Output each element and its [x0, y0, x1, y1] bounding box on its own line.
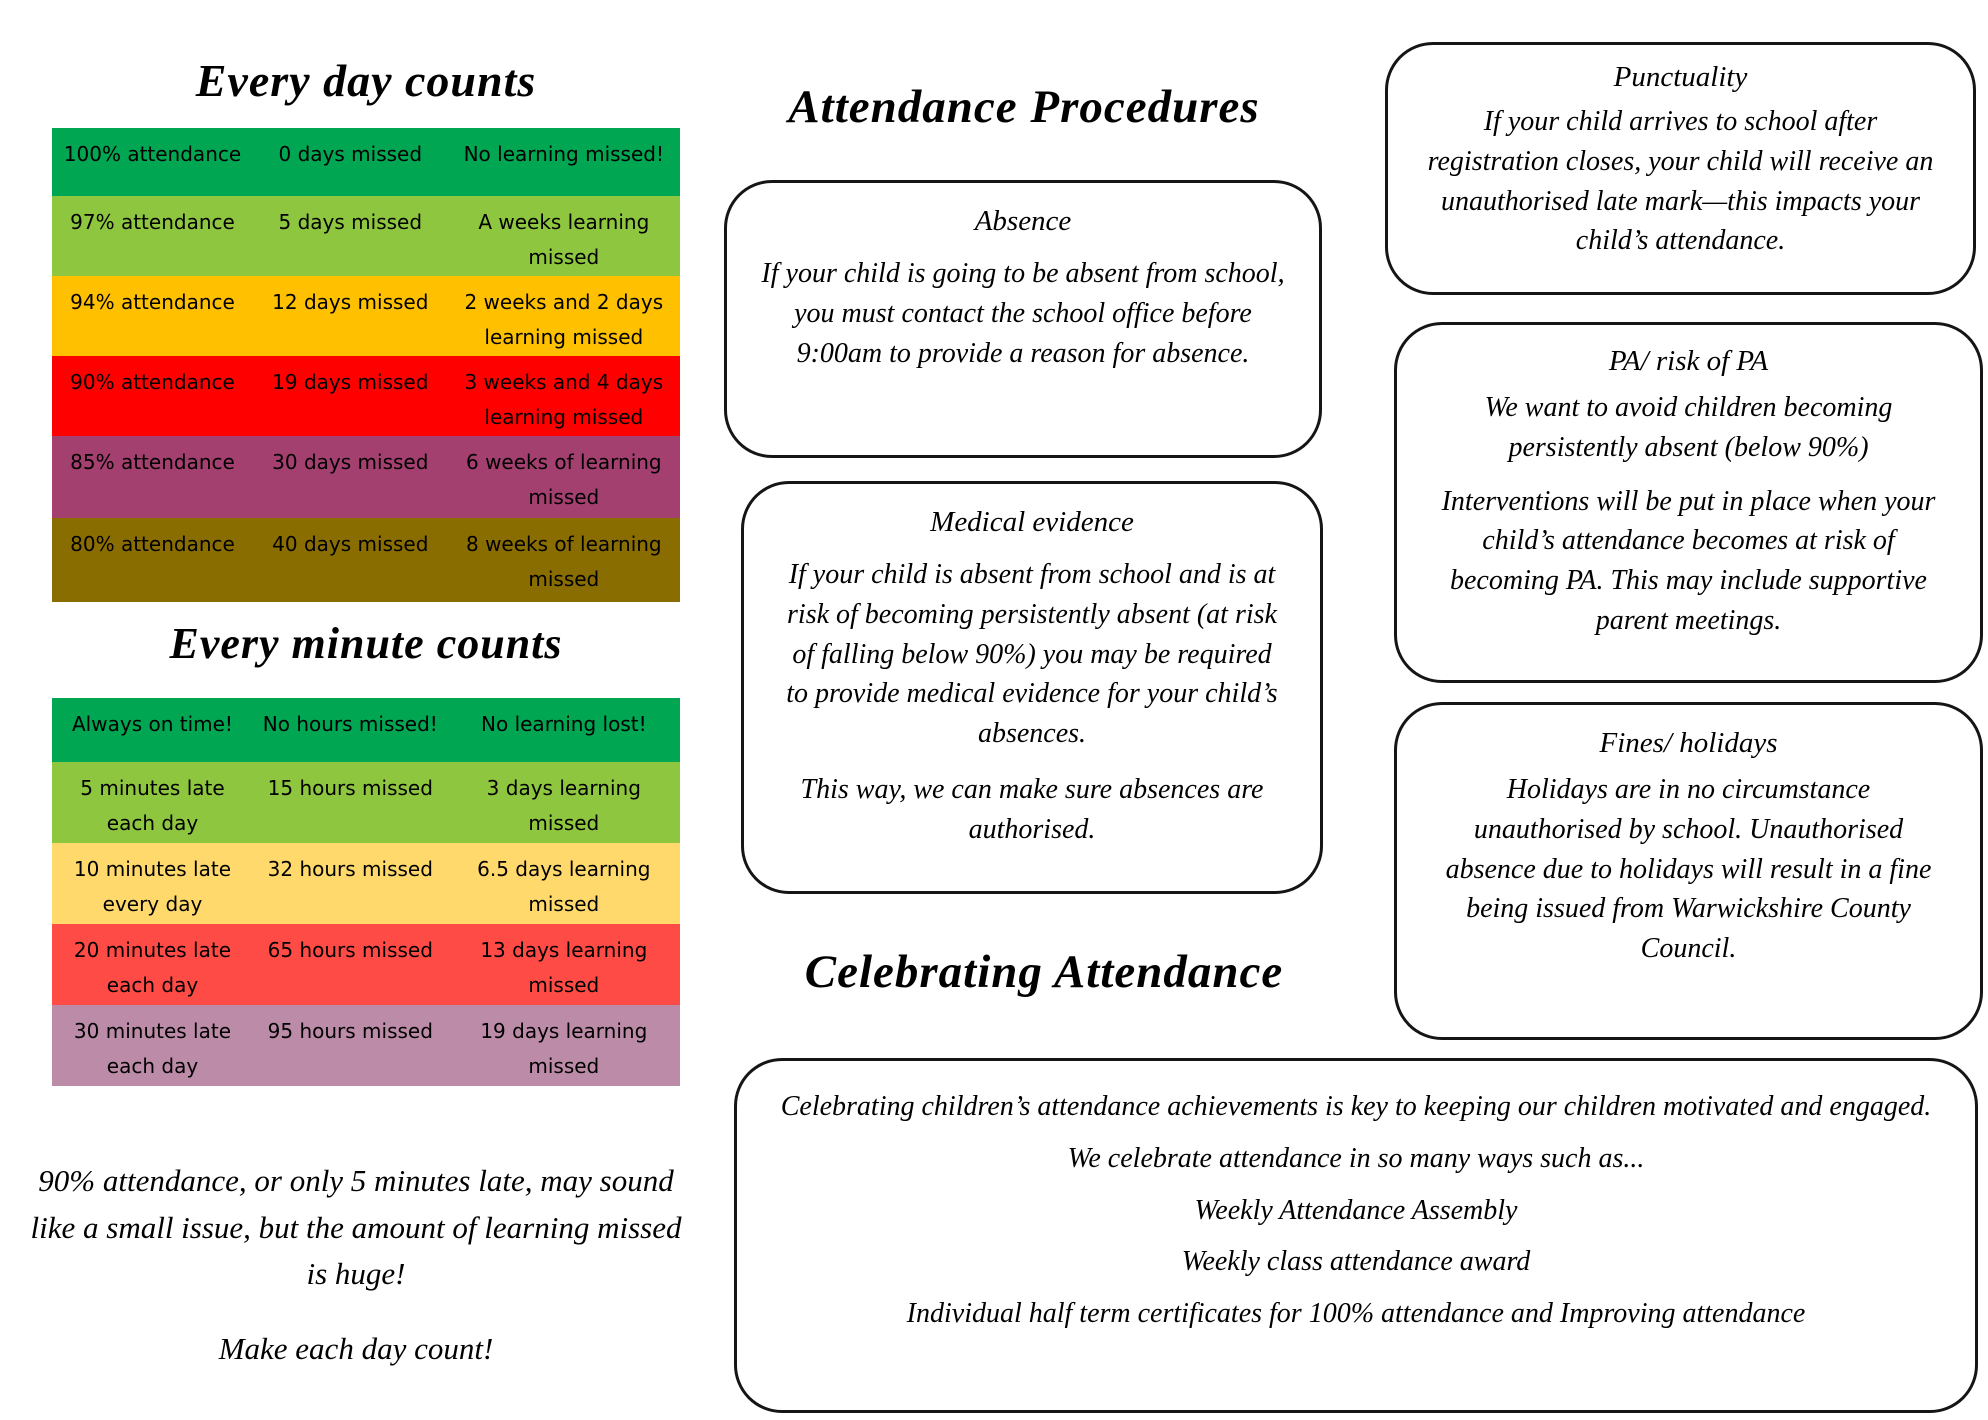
- fines-holidays-box: [1394, 702, 1983, 1040]
- table-row: [52, 436, 680, 518]
- days-missed-cell: 0 days missed: [278, 142, 423, 166]
- fines-holidays-title: Fines/ holidays: [1599, 727, 1778, 759]
- lateness-cell: 10 minutes late every day: [73, 857, 232, 916]
- celebrating-paragraph: Celebrating children’s attendance achievements is key to keeping our children motivated and engaged.: [780, 1091, 1932, 1122]
- every-minute-counts-table: [52, 698, 680, 1086]
- table-row: [52, 924, 680, 1005]
- learning-missed-cell: 6 weeks of learning missed: [465, 450, 662, 509]
- attendance-cell: 85% attendance: [70, 450, 235, 474]
- hours-missed-cell: No hours missed!: [262, 712, 438, 736]
- table-row: [52, 128, 680, 196]
- lateness-cell: 20 minutes late each day: [73, 938, 232, 997]
- table-row: [52, 762, 680, 843]
- pa-paragraph: Interventions will be put in place when your child’s attendance becomes at risk of becoming PA. This may include supportive parent meetings.: [1441, 485, 1936, 636]
- pa-paragraph: We want to avoid children becoming persistently absent (below 90%): [1484, 392, 1893, 463]
- table-row: [52, 276, 680, 356]
- lateness-cell: 30 minutes late each day: [73, 1019, 232, 1078]
- absence-box: [724, 180, 1322, 458]
- punctuality-title: Punctuality: [1613, 61, 1748, 93]
- learning-missed-cell: No learning missed!: [463, 142, 664, 166]
- footer-text: 90% attendance, or only 5 minutes late, may sound like a small issue, but the amount of learning missed is huge!: [30, 1163, 682, 1291]
- attendance-cell: 90% attendance: [70, 370, 235, 394]
- footer-message: [20, 1158, 692, 1372]
- learning-missed-cell: 19 days learning missed: [480, 1019, 648, 1078]
- days-missed-cell: 30 days missed: [272, 450, 429, 474]
- footer-cta: Make each day count!: [218, 1330, 494, 1366]
- celebrating-paragraph: Individual half term certificates for 100% attendance and Improving attendance: [906, 1298, 1806, 1329]
- learning-missed-cell: 13 days learning missed: [480, 938, 648, 997]
- pa-risk-title: PA/ risk of PA: [1608, 345, 1769, 377]
- attendance-cell: 94% attendance: [70, 290, 235, 314]
- hours-missed-cell: 15 hours missed: [267, 776, 433, 800]
- table-row: [52, 1005, 680, 1086]
- table-row: [52, 698, 680, 762]
- fines-paragraph: Holidays are in no circumstance unauthorised by school. Unauthorised absence due to holidays will result in a fine being issued from Warwickshire County Council.: [1445, 774, 1932, 964]
- learning-missed-cell: 3 days learning missed: [486, 776, 641, 835]
- celebrating-paragraph: Weekly Attendance Assembly: [1194, 1194, 1518, 1226]
- table-row: [52, 196, 680, 276]
- hours-missed-cell: 95 hours missed: [267, 1019, 433, 1043]
- learning-missed-cell: 2 weeks and 2 days learning missed: [464, 290, 664, 349]
- table-row: [52, 518, 680, 602]
- hours-missed-cell: 65 hours missed: [267, 938, 433, 962]
- attendance-cell: 100% attendance: [63, 142, 242, 166]
- medical-evidence-box: [741, 481, 1323, 894]
- days-missed-cell: 12 days missed: [272, 290, 429, 314]
- learning-missed-cell: 8 weeks of learning missed: [465, 532, 662, 591]
- medical-paragraph: If your child is absent from school and is at risk of becoming persistently absent (at risk of falling below 90%) you may be required to provide medical evidence for your child’s absences.: [786, 559, 1278, 749]
- punctuality-box: [1385, 42, 1976, 295]
- table-row: [52, 843, 680, 924]
- days-missed-cell: 19 days missed: [272, 370, 429, 394]
- lateness-cell: 5 minutes late each day: [80, 776, 225, 835]
- attendance-cell: 97% attendance: [70, 210, 235, 234]
- days-missed-cell: 5 days missed: [278, 210, 423, 234]
- table-row: [52, 356, 680, 436]
- punctuality-paragraph: If your child arrives to school after registration closes, your child will receive an unauthorised late mark—this impacts your child’s attendance.: [1427, 106, 1934, 257]
- absence-title: Absence: [974, 205, 1072, 237]
- hours-missed-cell: 32 hours missed: [267, 857, 433, 881]
- medical-paragraph: This way, we can make sure absences are authorised.: [800, 773, 1264, 845]
- attendance-cell: 80% attendance: [70, 532, 235, 556]
- learning-missed-cell: No learning lost!: [481, 712, 647, 736]
- celebrating-paragraph: Weekly class attendance award: [1181, 1246, 1531, 1278]
- lateness-cell: Always on time!: [72, 712, 233, 736]
- celebrating-paragraph: We celebrate attendance in so many ways such as...: [1067, 1142, 1645, 1174]
- learning-missed-cell: 3 weeks and 4 days learning missed: [464, 370, 664, 429]
- learning-missed-cell: A weeks learning missed: [478, 210, 650, 269]
- absence-paragraph: If your child is going to be absent from school, you must contact the school office before 9:00am to provide a reason for absence.: [761, 258, 1285, 369]
- learning-missed-cell: 6.5 days learning missed: [477, 857, 651, 916]
- every-minute-counts-title: Every minute counts: [169, 619, 563, 668]
- days-missed-cell: 40 days missed: [272, 532, 429, 556]
- every-day-counts-table: [52, 128, 680, 602]
- celebrating-attendance-heading: Celebrating Attendance: [804, 946, 1284, 998]
- medical-evidence-title: Medical evidence: [930, 506, 1134, 538]
- pa-risk-box: [1394, 322, 1983, 683]
- attendance-procedures-heading: Attendance Procedures: [788, 81, 1260, 133]
- celebrating-box: [734, 1058, 1978, 1413]
- every-day-counts-title: Every day counts: [195, 55, 537, 106]
